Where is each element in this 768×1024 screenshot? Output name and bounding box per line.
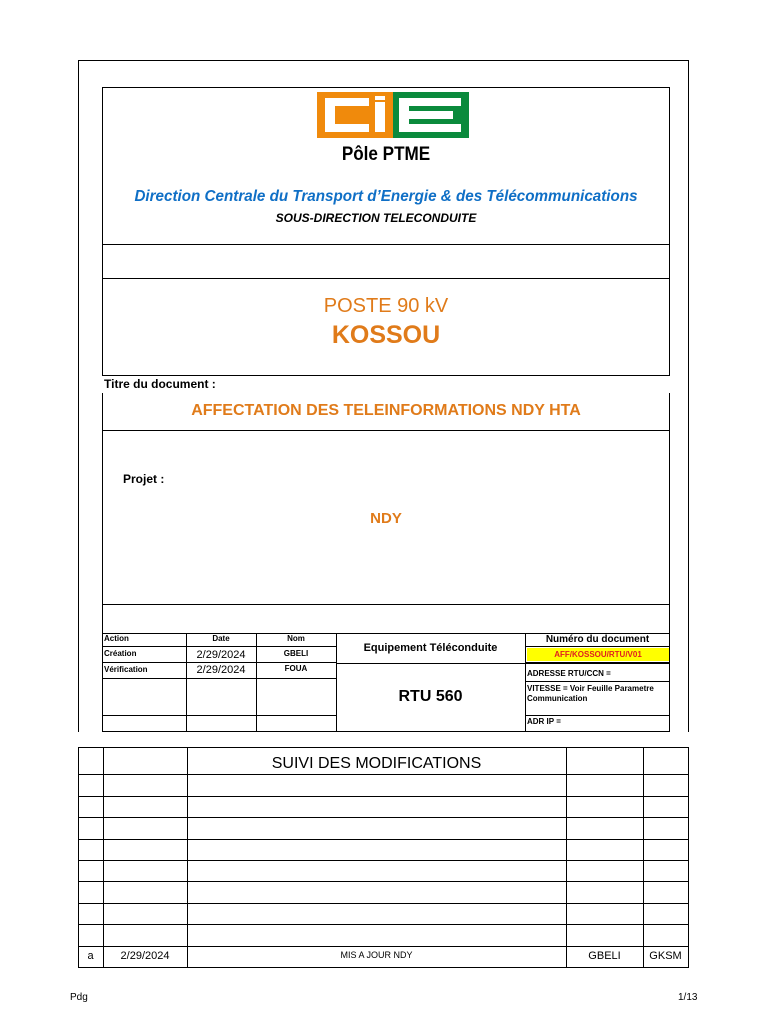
signoff-row2-bottom [102,678,336,679]
document-title: AFFECTATION DES TELEINFORMATIONS NDY HTA [191,402,581,419]
mods-last-rev: a [87,950,94,962]
numero-value: AFF/KOSSOU/RTU/V01 [527,648,669,661]
mods-row-line [78,903,689,904]
title-box-left [102,393,103,732]
cie-logo [317,92,469,138]
row-verification-action: Vérification [104,665,148,674]
mods-col-2 [187,747,188,968]
projet-value: NDY [370,510,402,527]
signoff-mid-right [336,663,670,664]
numero-header-bottom [525,646,670,647]
divider-4 [102,430,670,431]
footer-left: Pdg [70,992,88,1003]
signoff-col-1 [186,633,187,731]
mods-bottom [78,967,689,968]
row-creation-action: Création [104,649,137,658]
outer-top-border [78,60,689,61]
row-creation-nom: GBELI [283,649,309,658]
header-action: Action [104,634,129,643]
mods-row-line [78,817,689,818]
footer-page-number: 1/13 [678,992,698,1003]
signoff-row1-bottom [102,662,336,663]
mods-top [78,747,689,748]
equipement-value: RTU 560 [398,688,463,705]
mods-row-line [78,881,689,882]
cie-logo-graphic [317,92,469,138]
mods-row-line [78,774,689,775]
adresse-bottom [525,681,670,682]
mods-col-3 [566,747,567,968]
mods-row-line [78,796,689,797]
mods-row-line [78,860,689,861]
pole-title: Pôle PTME [341,144,431,165]
mods-last-checker: GKSM [649,950,682,962]
direction-title: Direction Centrale du Transport d’Energie & des Télécommunications [134,188,638,205]
divider-1 [102,244,670,245]
mods-last-desc: MIS A JOUR NDY [340,950,413,960]
signoff-col-2 [256,633,257,731]
mods-right [688,747,689,968]
signoff-bottom [102,731,670,732]
signoff-col-4 [525,633,526,731]
divider-2 [102,278,670,279]
document-title-label: Titre du document : [104,377,216,391]
numero-bottom [525,662,670,663]
projet-label: Projet : [123,472,165,486]
row-verification-date: 2/29/2024 [196,664,246,676]
mods-last-date: 2/29/2024 [120,950,170,962]
signoff-row3-bottom [102,715,336,716]
mods-left [78,747,79,968]
outer-right-border [688,60,689,732]
vitesse-info: VITESSE = Voir Feuille Parametre Communication [527,684,654,703]
divider-3 [102,375,670,376]
row-creation-date: 2/29/2024 [196,649,246,661]
header-nom: Nom [287,634,305,643]
poste-line-1: POSTE 90 kV [323,295,449,317]
equipement-label: Equipement Téléconduite [363,642,498,654]
inner-top-border [102,87,670,88]
mods-title: SUIVI DES MODIFICATIONS [271,755,482,772]
mods-row-line [78,946,689,947]
adr-ip: ADR IP = [527,717,561,726]
numero-label: Numéro du document [545,634,650,645]
sous-direction-title: SOUS-DIRECTION TELECONDUITE [275,211,477,225]
outer-left-border [78,60,79,732]
signoff-header-bottom [102,646,336,647]
poste-line-2: KOSSOU [331,321,441,349]
mods-col-1 [103,747,104,968]
header-date: Date [212,634,230,643]
mods-row-line [78,839,689,840]
mods-row-line [78,924,689,925]
vitesse-bottom [525,715,670,716]
adresse-rtu: ADRESSE RTU/CCN = [527,669,611,678]
mods-col-4 [643,747,644,968]
mods-last-author: GBELI [588,950,621,962]
row-verification-nom: FOUA [284,664,308,673]
divider-5 [102,604,670,605]
